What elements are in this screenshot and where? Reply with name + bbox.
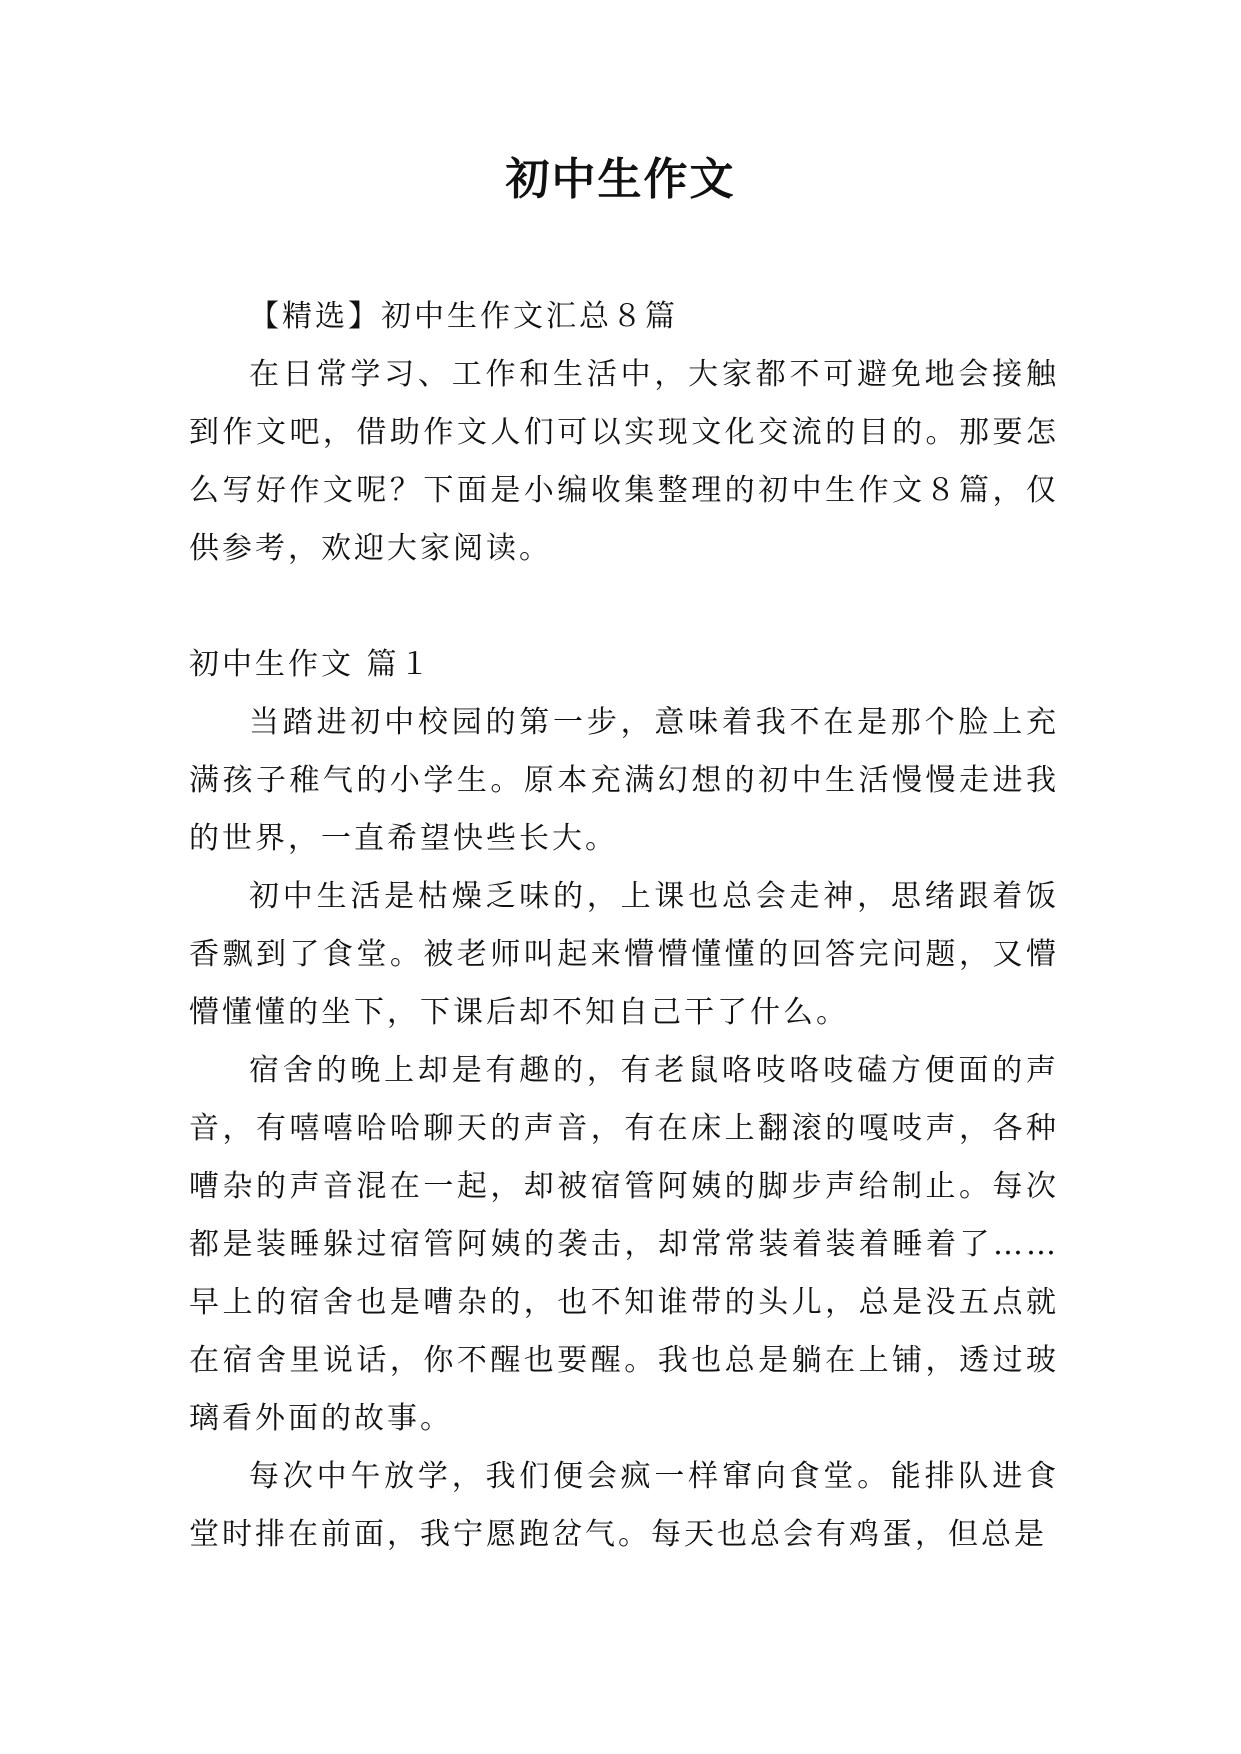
document-body (189, 288, 1059, 1564)
body-paragraph: 当踏进初中校园的第一步，意味着我不在是那个脸上充满孩子稚气的小学生。原本充满幻想的初中生活慢慢走进我的世界，一直希望快些长大。 (189, 705, 1059, 856)
body-paragraph: 初中生活是枯燥乏味的，上课也总会走神，思绪跟着饭香飘到了食堂。被老师叫起来懵懵懂懂的回答完问题，又懵懵懂懂的坐下，下课后却不知自己干了什么。 (189, 879, 1059, 1030)
document-subtitle: 【精选】初中生作文汇总８篇 (249, 299, 678, 334)
intro-paragraph: 在日常学习、工作和生活中，大家都不可避免地会接触到作文吧，借助作文人们可以实现文化交流的目的。那要怎么写好作文呢？下面是小编收集整理的初中生作文８篇，仅供参考，欢迎大家阅读。 (189, 357, 1059, 566)
body-paragraph: 宿舍的晚上却是有趣的，有老鼠咯吱咯吱磕方便面的声音，有嘻嘻哈哈聊天的声音，有在床上翻滚的嘎吱声，各种嘈杂的声音混在一起，却被宿管阿姨的脚步声给制止。每次都是装睡躲过宿管阿姨的袭击，却常常装着装着睡着了……早上的宿舍也是嘈杂的，也不知谁带的头儿，总是没五点就在宿舍里说话，你不醒也要醒。我也总是躺在上铺，透过玻璃看外面的故事。 (189, 1053, 1059, 1436)
section-heading: 初中生作文 篇１ (189, 647, 433, 682)
body-paragraph: 每次中午放学，我们便会疯一样窜向食堂。能排队进食堂时排在前面，我宁愿跑岔气。每天也总会有鸡蛋，但总是 (189, 1459, 1059, 1552)
document-title: 初中生作文 (505, 154, 736, 205)
